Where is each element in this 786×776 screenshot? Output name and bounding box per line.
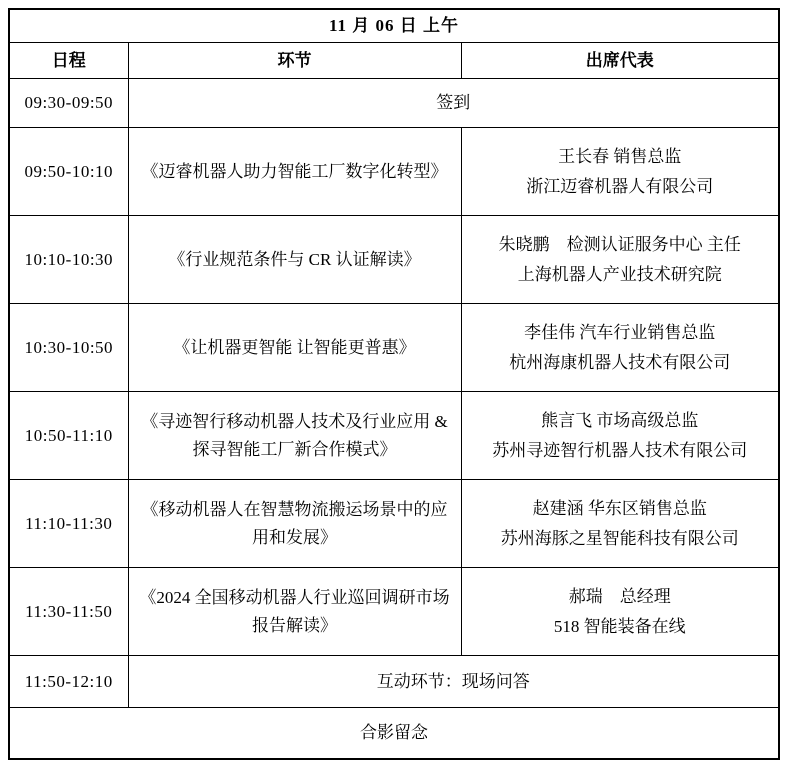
table-row-photo xyxy=(9,708,779,759)
time-cell: 11:50-12:10 xyxy=(9,656,128,708)
representative-org: 苏州寻迹智行机器人技术有限公司 xyxy=(492,441,748,461)
representative-name: 王长春 销售总监 xyxy=(558,146,682,166)
table-row xyxy=(9,392,779,480)
session-cell: 《行业规范条件与 CR 认证解读》 xyxy=(128,216,461,304)
time-cell: 11:10-11:30 xyxy=(9,480,128,568)
full-span-cell: 合影留念 xyxy=(9,708,779,759)
table-row xyxy=(9,480,779,568)
representative-name: 郝瑞 总经理 xyxy=(568,586,671,606)
representative-org: 518 智能装备在线 xyxy=(553,617,686,637)
table-row-interactive xyxy=(9,656,779,708)
representative-name: 赵建涵 华东区销售总监 xyxy=(532,498,707,518)
merged-session-cell: 互动环节：现场问答 xyxy=(128,656,779,708)
column-header-time: 日程 xyxy=(9,43,128,79)
column-header-representative: 出席代表 xyxy=(461,43,779,79)
time-cell: 10:50-11:10 xyxy=(9,392,128,480)
session-cell: 《移动机器人在智慧物流搬运场景中的应用和发展》 xyxy=(128,480,461,568)
table-row-signin xyxy=(9,79,779,128)
time-cell: 10:10-10:30 xyxy=(9,216,128,304)
representative-cell xyxy=(461,216,779,304)
representative-org: 上海机器人产业技术研究院 xyxy=(517,265,722,285)
time-cell: 09:50-10:10 xyxy=(9,128,128,216)
representative-name: 李佳伟 汽车行业销售总监 xyxy=(524,322,716,342)
table-row xyxy=(9,128,779,216)
time-cell: 11:30-11:50 xyxy=(9,568,128,656)
representative-org: 杭州海康机器人技术有限公司 xyxy=(509,353,731,373)
session-cell: 《让机器更智能 让智能更普惠》 xyxy=(128,304,461,392)
representative-cell xyxy=(461,304,779,392)
representative-cell xyxy=(461,128,779,216)
schedule-table xyxy=(8,8,780,760)
representative-cell xyxy=(461,480,779,568)
table-row xyxy=(9,216,779,304)
table-row xyxy=(9,304,779,392)
session-cell: 《迈睿机器人助力智能工厂数字化转型》 xyxy=(128,128,461,216)
table-title: 11 月 06 日 上午 xyxy=(9,9,779,43)
table-header-row xyxy=(9,43,779,79)
representative-org: 苏州海豚之星智能科技有限公司 xyxy=(500,529,739,549)
representative-name: 朱晓鹏 检测认证服务中心 主任 xyxy=(498,234,741,254)
session-cell: 《寻迹智行移动机器人技术及行业应用 & 探寻智能工厂新合作模式》 xyxy=(128,392,461,480)
representative-org: 浙江迈睿机器人有限公司 xyxy=(526,177,714,197)
session-cell: 《2024 全国移动机器人行业巡回调研市场报告解读》 xyxy=(128,568,461,656)
table-title-row xyxy=(9,9,779,43)
representative-cell xyxy=(461,568,779,656)
merged-session-cell: 签到 xyxy=(128,79,779,128)
representative-name: 熊言飞 市场高级总监 xyxy=(541,410,699,430)
representative-cell xyxy=(461,392,779,480)
table-row xyxy=(9,568,779,656)
column-header-session: 环节 xyxy=(128,43,461,79)
time-cell: 09:30-09:50 xyxy=(9,79,128,128)
time-cell: 10:30-10:50 xyxy=(9,304,128,392)
